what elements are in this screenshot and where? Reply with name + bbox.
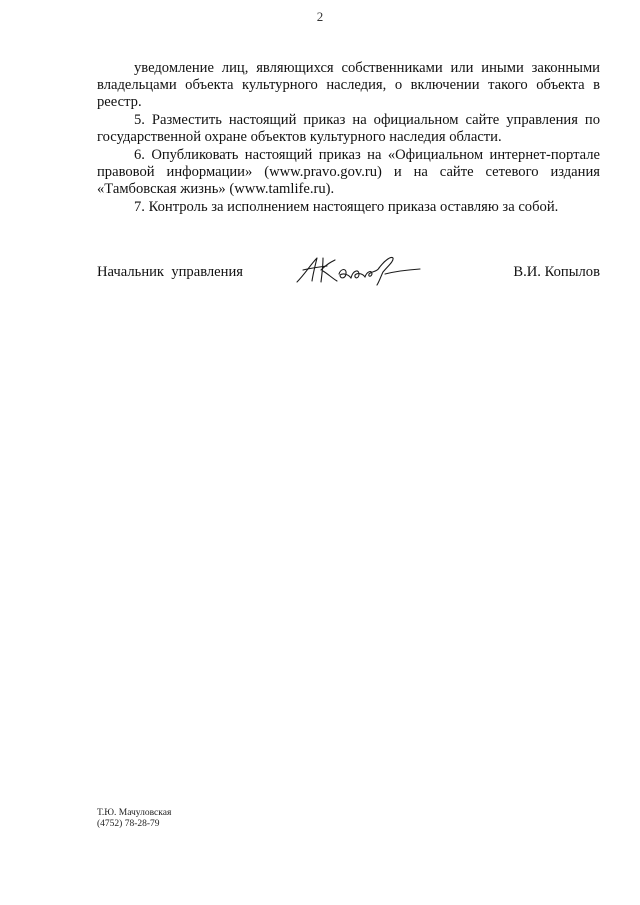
handwritten-signature-icon [293,252,423,286]
signature-block [97,252,600,292]
page-number: 2 [316,9,324,24]
signer-position: Начальник управления [97,264,243,280]
executor-phone: (4752) 78-28-79 [97,819,160,829]
document-body [97,60,600,216]
paragraph-item-5: 5. Разместить настоящий приказ на официальном сайте управления по государственной охране объектов культурного наследия области. [97,112,600,145]
signer-name: В.И. Копылов [513,264,600,280]
executor-note [97,808,171,830]
paragraph-item-7: 7. Контроль за исполнением настоящего приказа оставляю за собой. [134,199,559,215]
paragraph-notification-continued: уведомление лиц, являющихся собственниками или иными законными владельцами объекта культурного наследия, о включении такого объекта в реестр. [97,60,600,110]
paragraph-item-6: 6. Опубликовать настоящий приказ на «Официальном интернет-портале правовой информации» (www.pravo.gov.ru) и на сайте сетевого издания «Тамбовская жизнь» (www.tamlife.ru). [97,147,600,197]
executor-name: Т.Ю. Мачуловская [97,808,172,818]
